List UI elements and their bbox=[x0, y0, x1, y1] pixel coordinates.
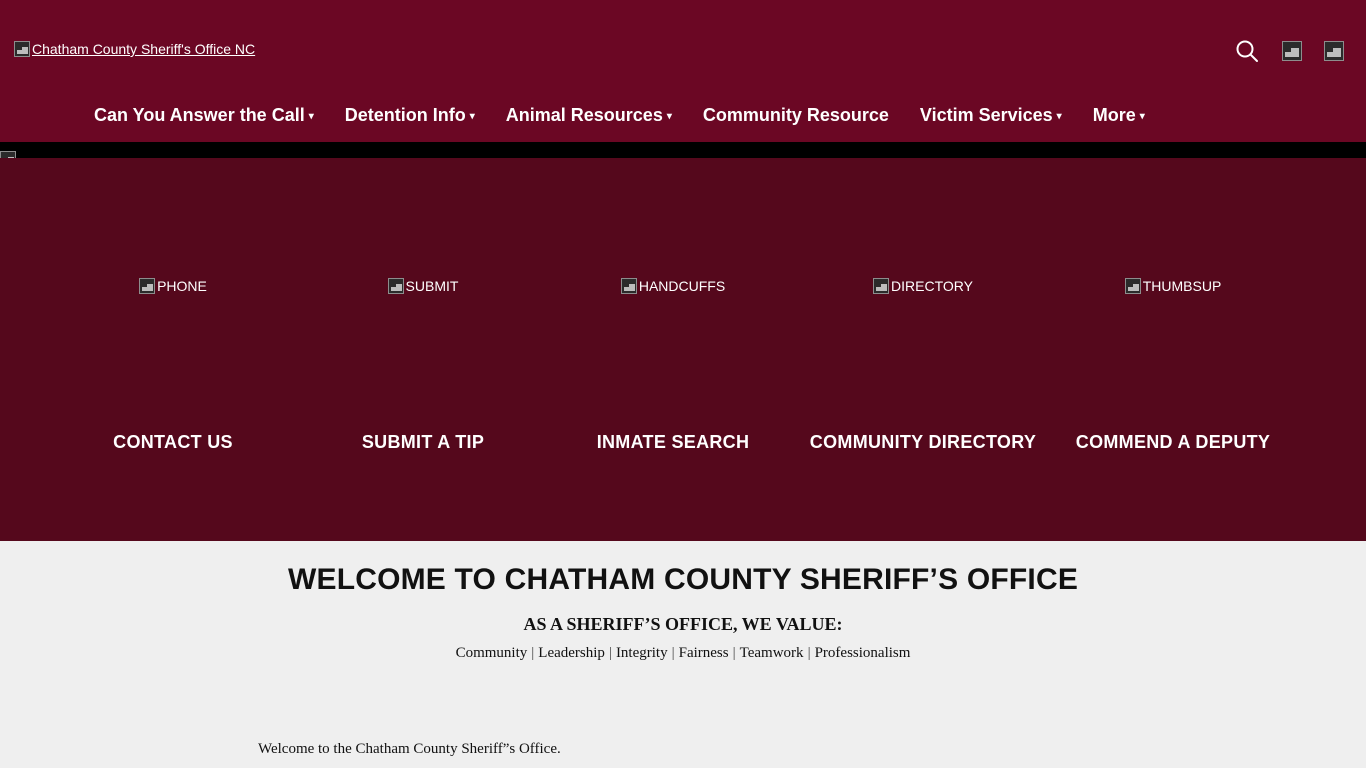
broken-image-icon bbox=[621, 278, 637, 294]
icon-alt-text: SUBMIT bbox=[405, 278, 459, 294]
page-title: WELCOME TO CHATHAM COUNTY SHERIFF’S OFFICE bbox=[287, 563, 1079, 596]
broken-image-icon bbox=[388, 278, 404, 294]
directory-icon bbox=[873, 278, 973, 294]
value-item: Community bbox=[455, 645, 528, 661]
chevron-down-icon: ▾ bbox=[469, 111, 475, 122]
icon-alt-text: HANDCUFFS bbox=[638, 278, 726, 294]
nav-label: Detention Info bbox=[344, 105, 466, 125]
value-separator: | bbox=[671, 645, 675, 661]
site-logo-alt-text: Chatham County Sheriff's Office NC bbox=[32, 41, 256, 57]
nav-item-animal-resources[interactable] bbox=[506, 104, 672, 128]
values-list bbox=[0, 645, 1366, 662]
icon-alt-text: THUMBSUP bbox=[1142, 278, 1222, 294]
nav-label: Animal Resources bbox=[505, 105, 663, 125]
icon-alt-text: PHONE bbox=[157, 278, 207, 294]
submit-icon bbox=[388, 278, 459, 294]
value-item: Professionalism bbox=[814, 645, 911, 661]
broken-image-icon bbox=[1125, 278, 1141, 294]
twitter-icon[interactable] bbox=[1324, 41, 1344, 61]
value-separator: | bbox=[732, 645, 736, 661]
site-logo-link[interactable] bbox=[14, 41, 255, 57]
facebook-icon[interactable] bbox=[1282, 41, 1302, 61]
value-item: Leadership bbox=[538, 645, 605, 661]
chevron-down-icon: ▾ bbox=[666, 111, 672, 122]
chevron-down-icon: ▾ bbox=[308, 111, 314, 122]
thumbsup-icon bbox=[1125, 278, 1222, 294]
nav-item-can-you-answer-the-call[interactable] bbox=[94, 104, 314, 128]
broken-image-icon bbox=[14, 41, 30, 57]
quick-link-label: COMMUNITY DIRECTORY bbox=[809, 432, 1037, 452]
chevron-down-icon: ▾ bbox=[1056, 111, 1062, 122]
values-subheading: AS A SHERIFF’S OFFICE, WE VALUE: bbox=[523, 614, 843, 634]
quick-link-commend-a-deputy[interactable] bbox=[1048, 278, 1298, 457]
value-separator: | bbox=[531, 645, 535, 661]
nav-label: Community Resource bbox=[702, 105, 889, 125]
quick-link-contact-us[interactable] bbox=[48, 278, 298, 457]
welcome-section bbox=[0, 541, 1366, 758]
value-item: Integrity bbox=[615, 645, 668, 661]
nav-item-more[interactable] bbox=[1093, 104, 1145, 128]
main-navigation bbox=[0, 104, 1366, 142]
header-icon-group bbox=[1234, 38, 1344, 64]
nav-item-detention-info[interactable] bbox=[345, 104, 475, 128]
phone-icon bbox=[139, 278, 207, 294]
value-item: Teamwork bbox=[739, 645, 804, 661]
value-item: Fairness bbox=[678, 645, 729, 661]
quick-link-label: INMATE SEARCH bbox=[596, 432, 750, 452]
nav-label: Victim Services bbox=[919, 105, 1053, 125]
site-header bbox=[0, 0, 1366, 142]
quick-link-label: CONTACT US bbox=[113, 432, 233, 452]
quick-link-label: COMMEND A DEPUTY bbox=[1075, 432, 1271, 452]
quick-links-band bbox=[0, 158, 1366, 541]
search-icon[interactable] bbox=[1234, 38, 1260, 64]
chevron-down-icon: ▾ bbox=[1139, 111, 1145, 122]
value-separator: | bbox=[608, 645, 612, 661]
quick-link-label: SUBMIT A TIP bbox=[361, 432, 485, 452]
handcuffs-icon bbox=[621, 278, 725, 294]
quick-link-submit-a-tip[interactable] bbox=[298, 278, 548, 457]
quick-link-inmate-search[interactable] bbox=[548, 278, 798, 457]
icon-alt-text: DIRECTORY bbox=[891, 278, 973, 294]
broken-image-icon bbox=[873, 278, 889, 294]
hero-banner-strip bbox=[0, 142, 1366, 158]
nav-item-victim-services[interactable] bbox=[920, 104, 1062, 128]
broken-image-icon bbox=[139, 278, 155, 294]
value-separator: | bbox=[807, 645, 811, 661]
quick-link-community-directory[interactable] bbox=[798, 278, 1048, 457]
welcome-body-text: Welcome to the Chatham County Sheriff”s Office. bbox=[258, 741, 561, 757]
nav-label: Can You Answer the Call bbox=[94, 105, 305, 125]
nav-item-community-resource[interactable] bbox=[703, 104, 889, 126]
nav-label: More bbox=[1092, 105, 1136, 125]
